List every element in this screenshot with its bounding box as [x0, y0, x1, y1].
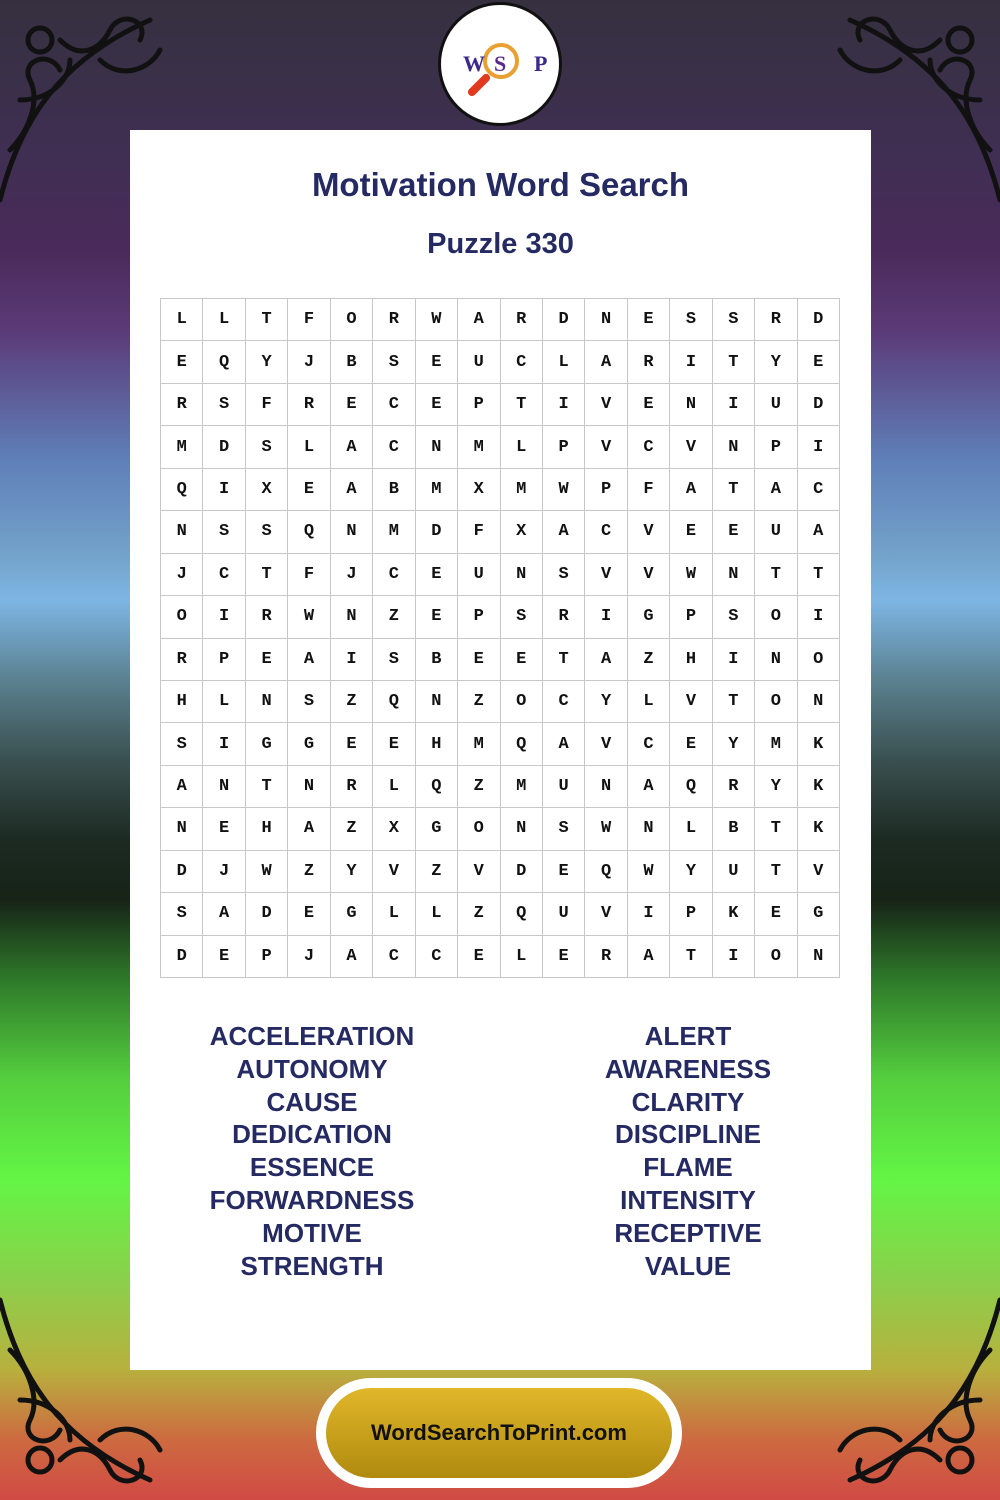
grid-cell[interactable]: B — [416, 639, 458, 681]
grid-cell[interactable]: S — [161, 723, 203, 765]
grid-cell[interactable]: P — [670, 596, 712, 638]
grid-cell[interactable]: U — [755, 511, 797, 553]
grid-cell[interactable]: P — [458, 596, 500, 638]
grid-cell[interactable]: Q — [585, 851, 627, 893]
grid-cell[interactable]: S — [203, 384, 245, 426]
word-list-item: FLAME — [643, 1152, 733, 1183]
grid-cell[interactable]: G — [288, 723, 330, 765]
grid-cell[interactable]: E — [628, 384, 670, 426]
grid-cell[interactable]: Q — [416, 766, 458, 808]
grid-cell[interactable]: E — [288, 469, 330, 511]
grid-cell[interactable]: E — [628, 299, 670, 341]
grid-cell[interactable]: O — [331, 299, 373, 341]
grid-cell[interactable]: O — [798, 639, 840, 681]
grid-cell[interactable]: Z — [458, 893, 500, 935]
grid-cell[interactable]: M — [458, 723, 500, 765]
grid-cell[interactable]: R — [161, 639, 203, 681]
grid-cell[interactable]: E — [203, 808, 245, 850]
grid-cell[interactable]: T — [713, 681, 755, 723]
grid-cell[interactable]: D — [161, 936, 203, 978]
grid-cell[interactable]: E — [416, 341, 458, 383]
grid-cell[interactable]: U — [458, 341, 500, 383]
grid-cell[interactable]: C — [373, 384, 415, 426]
word-list-item: ALERT — [644, 1021, 732, 1051]
grid-cell[interactable]: A — [331, 426, 373, 468]
grid-cell[interactable]: Y — [331, 851, 373, 893]
grid-cell[interactable]: T — [246, 299, 288, 341]
grid-cell[interactable]: W — [585, 808, 627, 850]
grid-cell[interactable]: C — [373, 936, 415, 978]
grid-cell[interactable]: I — [203, 723, 245, 765]
grid-cell[interactable]: T — [798, 554, 840, 596]
grid-cell[interactable]: L — [543, 341, 585, 383]
grid-cell[interactable]: R — [543, 596, 585, 638]
grid-cell[interactable]: R — [628, 341, 670, 383]
grid-cell[interactable]: V — [373, 851, 415, 893]
grid-cell[interactable]: E — [670, 511, 712, 553]
grid-cell[interactable]: T — [543, 639, 585, 681]
grid-cell[interactable]: N — [713, 426, 755, 468]
grid-cell[interactable]: N — [161, 511, 203, 553]
grid-cell[interactable]: E — [458, 639, 500, 681]
grid-cell[interactable]: C — [501, 341, 543, 383]
grid-cell[interactable]: X — [501, 511, 543, 553]
grid-cell[interactable]: B — [713, 808, 755, 850]
grid-cell[interactable]: A — [543, 511, 585, 553]
word-list-item: CAUSE — [266, 1086, 358, 1117]
grid-cell[interactable]: V — [628, 554, 670, 596]
grid-cell[interactable]: Z — [416, 851, 458, 893]
grid-cell[interactable]: I — [543, 384, 585, 426]
grid-cell[interactable]: Q — [203, 341, 245, 383]
grid-cell[interactable]: W — [288, 596, 330, 638]
grid-cell[interactable]: I — [203, 469, 245, 511]
grid-cell[interactable]: S — [713, 596, 755, 638]
grid-cell[interactable]: J — [288, 341, 330, 383]
grid-cell[interactable]: Z — [458, 766, 500, 808]
grid-cell[interactable]: E — [416, 384, 458, 426]
grid-cell[interactable]: W — [628, 851, 670, 893]
grid-cell[interactable]: I — [798, 426, 840, 468]
grid-cell[interactable]: J — [288, 936, 330, 978]
grid-cell[interactable]: W — [416, 299, 458, 341]
grid-cell[interactable]: C — [373, 426, 415, 468]
puzzle-number: Puzzle 330 — [427, 228, 574, 260]
grid-cell[interactable]: J — [161, 554, 203, 596]
grid-cell[interactable]: Q — [670, 766, 712, 808]
grid-cell[interactable]: S — [543, 808, 585, 850]
grid-cell[interactable]: E — [670, 723, 712, 765]
grid-cell[interactable]: N — [161, 808, 203, 850]
grid-cell[interactable]: D — [246, 893, 288, 935]
grid-cell[interactable]: E — [501, 639, 543, 681]
grid-cell[interactable]: G — [416, 808, 458, 850]
grid-cell[interactable]: M — [373, 511, 415, 553]
grid-cell[interactable]: T — [501, 384, 543, 426]
grid-cell[interactable]: A — [585, 341, 627, 383]
logo-letter-w: W — [463, 51, 485, 76]
word-list-item: DISCIPLINE — [615, 1119, 761, 1150]
grid-cell[interactable]: S — [713, 299, 755, 341]
grid-cell[interactable]: Z — [331, 681, 373, 723]
grid-cell[interactable]: Y — [585, 681, 627, 723]
grid-cell[interactable]: T — [713, 469, 755, 511]
grid-cell[interactable]: A — [203, 893, 245, 935]
grid-cell[interactable]: H — [246, 808, 288, 850]
word-list-item: RECEPTIVE — [614, 1217, 762, 1248]
grid-cell[interactable]: P — [755, 426, 797, 468]
grid-cell[interactable]: P — [585, 469, 627, 511]
site-link-label[interactable]: WordSearchToPrint.com — [326, 1388, 672, 1478]
grid-cell[interactable]: O — [755, 596, 797, 638]
grid-cell[interactable]: M — [755, 723, 797, 765]
grid-cell[interactable]: Q — [161, 469, 203, 511]
grid-cell[interactable]: K — [798, 723, 840, 765]
grid-cell[interactable]: C — [628, 723, 670, 765]
grid-cell[interactable]: D — [501, 851, 543, 893]
grid-cell[interactable]: T — [755, 851, 797, 893]
grid-cell[interactable]: R — [246, 596, 288, 638]
grid-cell[interactable]: A — [288, 639, 330, 681]
grid-cell[interactable]: T — [713, 341, 755, 383]
grid-cell[interactable]: V — [585, 723, 627, 765]
grid-cell[interactable]: N — [246, 681, 288, 723]
grid-cell[interactable]: F — [288, 554, 330, 596]
word-list-item: DEDICATION — [232, 1119, 392, 1150]
grid-cell[interactable]: E — [331, 723, 373, 765]
grid-cell[interactable]: E — [458, 936, 500, 978]
grid-cell[interactable]: R — [501, 299, 543, 341]
grid-cell[interactable]: F — [628, 469, 670, 511]
grid-cell[interactable]: S — [161, 893, 203, 935]
grid-cell[interactable]: I — [713, 639, 755, 681]
grid-cell[interactable]: N — [798, 681, 840, 723]
grid-cell[interactable]: Z — [628, 639, 670, 681]
grid-cell[interactable]: A — [628, 766, 670, 808]
grid-cell[interactable]: Q — [501, 893, 543, 935]
grid-cell[interactable]: T — [246, 766, 288, 808]
grid-cell[interactable]: X — [458, 469, 500, 511]
grid-cell[interactable]: V — [798, 851, 840, 893]
grid-cell[interactable]: Y — [670, 851, 712, 893]
grid-cell[interactable]: R — [288, 384, 330, 426]
grid-cell[interactable]: V — [628, 511, 670, 553]
grid-cell[interactable]: A — [670, 469, 712, 511]
grid-cell[interactable]: M — [416, 469, 458, 511]
grid-cell[interactable]: C — [203, 554, 245, 596]
grid-cell[interactable]: F — [288, 299, 330, 341]
grid-cell[interactable]: W — [543, 469, 585, 511]
grid-cell[interactable]: S — [501, 596, 543, 638]
grid-cell[interactable]: S — [288, 681, 330, 723]
word-list-left — [162, 1020, 462, 1282]
grid-cell[interactable]: G — [798, 893, 840, 935]
grid-cell[interactable]: Z — [373, 596, 415, 638]
grid-cell[interactable]: L — [501, 936, 543, 978]
grid-cell[interactable]: L — [288, 426, 330, 468]
site-link-button[interactable] — [316, 1378, 682, 1488]
word-list-item: ACCELERATION — [209, 1021, 415, 1051]
grid-cell[interactable]: H — [161, 681, 203, 723]
puzzle-sheet — [130, 130, 871, 1370]
grid-cell[interactable]: M — [458, 426, 500, 468]
grid-cell[interactable]: E — [416, 596, 458, 638]
grid-cell[interactable]: A — [628, 936, 670, 978]
grid-cell[interactable]: H — [670, 639, 712, 681]
grid-cell[interactable]: E — [798, 341, 840, 383]
grid-cell[interactable]: F — [458, 511, 500, 553]
grid-cell[interactable]: E — [543, 936, 585, 978]
grid-cell[interactable]: Y — [755, 341, 797, 383]
grid-cell[interactable]: R — [373, 299, 415, 341]
grid-cell[interactable]: E — [416, 554, 458, 596]
grid-cell[interactable]: W — [670, 554, 712, 596]
grid-cell[interactable]: A — [161, 766, 203, 808]
grid-cell[interactable]: C — [373, 554, 415, 596]
grid-cell[interactable]: D — [798, 384, 840, 426]
grid-cell[interactable]: K — [798, 766, 840, 808]
word-list-item: AWARENESS — [604, 1053, 772, 1084]
word-list-item: STRENGTH — [240, 1250, 384, 1281]
letter-grid — [160, 298, 840, 978]
grid-cell[interactable]: J — [203, 851, 245, 893]
grid-cell[interactable]: E — [755, 893, 797, 935]
grid-cell[interactable]: C — [628, 426, 670, 468]
grid-cell[interactable]: Y — [755, 766, 797, 808]
grid-cell[interactable]: E — [203, 936, 245, 978]
grid-cell[interactable]: R — [585, 936, 627, 978]
grid-cell[interactable]: R — [331, 766, 373, 808]
grid-cell[interactable]: L — [161, 299, 203, 341]
grid-cell[interactable]: N — [798, 936, 840, 978]
grid-cell[interactable]: Z — [288, 851, 330, 893]
grid-cell[interactable]: I — [798, 596, 840, 638]
grid-cell[interactable]: L — [373, 893, 415, 935]
grid-cell[interactable]: I — [585, 596, 627, 638]
grid-cell[interactable]: A — [331, 469, 373, 511]
grid-cell[interactable]: G — [628, 596, 670, 638]
grid-cell[interactable]: S — [670, 299, 712, 341]
grid-cell[interactable]: L — [416, 893, 458, 935]
grid-cell[interactable]: T — [670, 936, 712, 978]
grid-cell[interactable]: N — [755, 639, 797, 681]
grid-cell[interactable]: C — [543, 681, 585, 723]
grid-cell[interactable]: L — [628, 681, 670, 723]
grid-cell[interactable]: N — [670, 384, 712, 426]
grid-cell[interactable]: O — [458, 808, 500, 850]
grid-cell[interactable]: P — [203, 639, 245, 681]
grid-cell[interactable]: V — [585, 426, 627, 468]
grid-cell[interactable]: V — [585, 893, 627, 935]
grid-cell[interactable]: R — [713, 766, 755, 808]
grid-cell[interactable]: R — [161, 384, 203, 426]
grid-cell[interactable]: E — [331, 384, 373, 426]
grid-cell[interactable]: A — [543, 723, 585, 765]
grid-cell[interactable]: O — [161, 596, 203, 638]
grid-cell[interactable]: L — [501, 426, 543, 468]
grid-cell[interactable]: K — [713, 893, 755, 935]
grid-cell[interactable]: E — [161, 341, 203, 383]
grid-cell[interactable]: N — [501, 808, 543, 850]
grid-cell[interactable]: A — [755, 469, 797, 511]
grid-cell[interactable]: V — [585, 384, 627, 426]
grid-cell[interactable]: C — [416, 936, 458, 978]
logo-letter-p: P — [534, 51, 548, 76]
grid-cell[interactable]: M — [161, 426, 203, 468]
grid-cell[interactable]: O — [755, 936, 797, 978]
grid-cell[interactable]: S — [543, 554, 585, 596]
word-list-item: VALUE — [644, 1250, 732, 1281]
grid-cell[interactable]: D — [203, 426, 245, 468]
page-title: Motivation Word Search — [311, 166, 690, 203]
grid-cell[interactable]: L — [203, 681, 245, 723]
grid-cell[interactable]: Q — [373, 681, 415, 723]
grid-cell[interactable]: N — [585, 766, 627, 808]
grid-cell[interactable]: L — [203, 299, 245, 341]
word-list-item: FORWARDNESS — [209, 1184, 415, 1215]
grid-cell[interactable]: V — [670, 426, 712, 468]
grid-cell[interactable]: H — [416, 723, 458, 765]
grid-cell[interactable]: Z — [458, 681, 500, 723]
grid-cell[interactable]: S — [203, 511, 245, 553]
grid-cell[interactable]: W — [246, 851, 288, 893]
grid-cell[interactable]: P — [543, 426, 585, 468]
grid-cell[interactable]: C — [798, 469, 840, 511]
grid-cell[interactable]: N — [501, 554, 543, 596]
grid-cell[interactable]: Q — [501, 723, 543, 765]
grid-cell[interactable]: S — [246, 426, 288, 468]
grid-cell[interactable]: T — [246, 554, 288, 596]
grid-cell[interactable]: I — [331, 639, 373, 681]
grid-cell[interactable]: V — [585, 554, 627, 596]
word-list-item: CLARITY — [631, 1086, 745, 1117]
grid-cell[interactable]: O — [755, 681, 797, 723]
grid-cell[interactable]: S — [373, 341, 415, 383]
grid-cell[interactable]: E — [288, 893, 330, 935]
grid-cell[interactable]: U — [543, 893, 585, 935]
grid-cell[interactable]: E — [246, 639, 288, 681]
grid-cell[interactable]: O — [501, 681, 543, 723]
word-list-item: ESSENCE — [249, 1152, 375, 1183]
grid-cell[interactable]: X — [246, 469, 288, 511]
word-list-item: INTENSITY — [620, 1184, 756, 1215]
grid-cell[interactable]: I — [203, 596, 245, 638]
grid-cell[interactable]: D — [161, 851, 203, 893]
grid-cell[interactable]: M — [501, 469, 543, 511]
grid-cell[interactable]: N — [288, 766, 330, 808]
grid-cell[interactable]: V — [458, 851, 500, 893]
grid-cell[interactable]: A — [458, 299, 500, 341]
site-logo[interactable] — [438, 2, 562, 126]
grid-cell[interactable]: Y — [713, 723, 755, 765]
grid-cell[interactable]: U — [755, 384, 797, 426]
logo-letter-s: S — [494, 51, 507, 76]
grid-cell[interactable]: E — [543, 851, 585, 893]
grid-cell[interactable]: A — [331, 936, 373, 978]
grid-cell[interactable]: N — [331, 511, 373, 553]
grid-cell[interactable]: D — [543, 299, 585, 341]
grid-cell[interactable]: P — [458, 384, 500, 426]
grid-cell[interactable]: Z — [331, 808, 373, 850]
grid-cell[interactable]: L — [373, 766, 415, 808]
grid-cell[interactable]: B — [373, 469, 415, 511]
grid-cell[interactable]: N — [585, 299, 627, 341]
grid-cell[interactable]: M — [501, 766, 543, 808]
grid-cell[interactable]: N — [416, 426, 458, 468]
grid-cell[interactable]: V — [670, 681, 712, 723]
word-list-right — [538, 1020, 838, 1282]
grid-cell[interactable]: S — [246, 511, 288, 553]
grid-cell[interactable]: P — [246, 936, 288, 978]
grid-cell[interactable]: A — [288, 808, 330, 850]
grid-cell[interactable]: N — [713, 554, 755, 596]
grid-cell[interactable]: T — [755, 808, 797, 850]
grid-cell[interactable]: P — [670, 893, 712, 935]
grid-cell[interactable]: E — [373, 723, 415, 765]
grid-cell[interactable]: I — [713, 384, 755, 426]
grid-cell[interactable]: N — [203, 766, 245, 808]
grid-cell[interactable]: C — [585, 511, 627, 553]
grid-cell[interactable]: R — [755, 299, 797, 341]
grid-cell[interactable]: U — [713, 851, 755, 893]
grid-cell[interactable]: J — [331, 554, 373, 596]
grid-cell[interactable]: K — [798, 808, 840, 850]
grid-cell[interactable]: I — [628, 893, 670, 935]
grid-cell[interactable]: A — [798, 511, 840, 553]
grid-cell[interactable]: A — [585, 639, 627, 681]
grid-cell[interactable]: I — [713, 936, 755, 978]
grid-cell[interactable]: N — [628, 808, 670, 850]
grid-cell[interactable]: Q — [288, 511, 330, 553]
grid-cell[interactable]: U — [543, 766, 585, 808]
grid-cell[interactable]: B — [331, 341, 373, 383]
grid-cell[interactable]: N — [416, 681, 458, 723]
grid-cell[interactable]: Y — [246, 341, 288, 383]
grid-cell[interactable]: I — [670, 341, 712, 383]
word-list-item: AUTONOMY — [236, 1053, 388, 1084]
grid-cell[interactable]: E — [713, 511, 755, 553]
grid-cell[interactable]: L — [670, 808, 712, 850]
grid-cell[interactable]: F — [246, 384, 288, 426]
grid-cell[interactable]: G — [331, 893, 373, 935]
grid-cell[interactable]: U — [458, 554, 500, 596]
grid-cell[interactable]: D — [416, 511, 458, 553]
grid-cell[interactable]: X — [373, 808, 415, 850]
grid-cell[interactable]: S — [373, 639, 415, 681]
grid-cell[interactable]: G — [246, 723, 288, 765]
word-list-item: MOTIVE — [262, 1217, 362, 1248]
grid-cell[interactable]: T — [755, 554, 797, 596]
grid-cell[interactable]: N — [331, 596, 373, 638]
grid-cell[interactable]: D — [798, 299, 840, 341]
